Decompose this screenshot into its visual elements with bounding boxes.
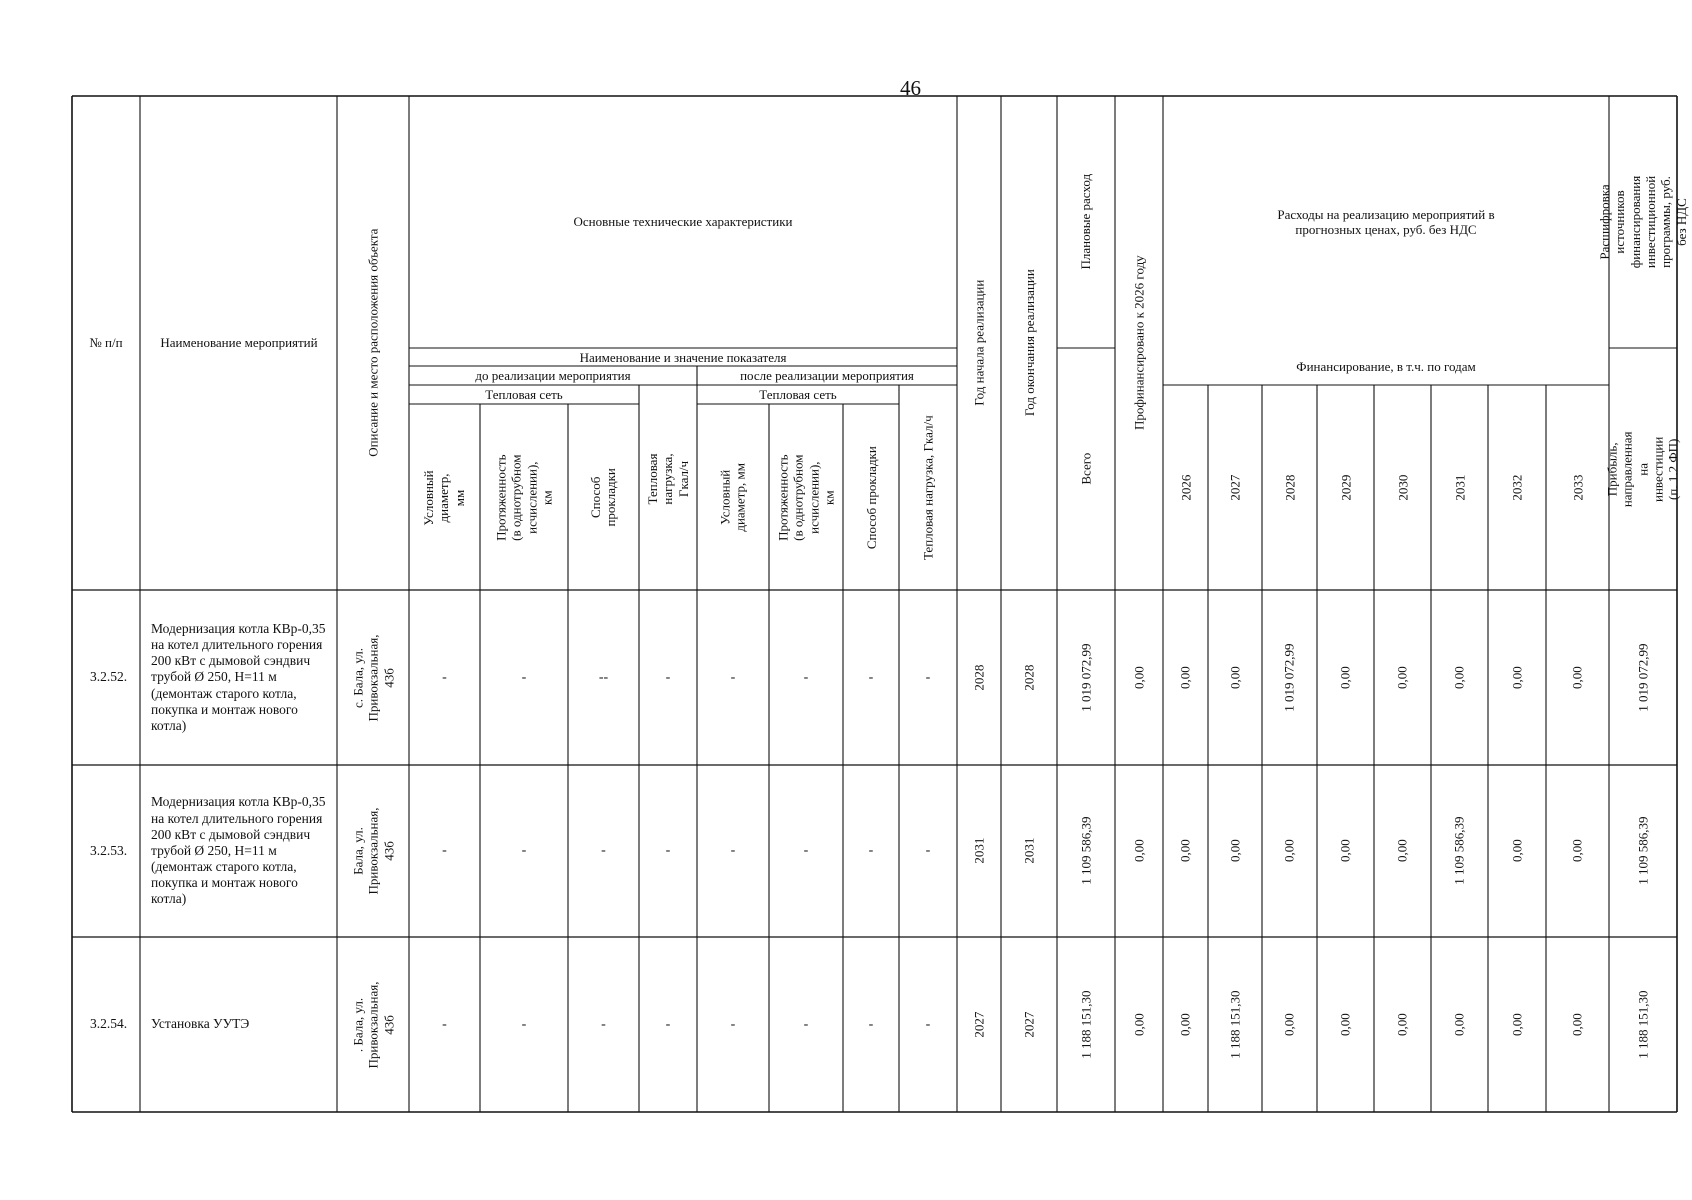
year-header-2029: 2029 [1337,474,1353,501]
profit-value: 1 109 586,39 [1635,816,1651,886]
tech-value: - [601,843,606,858]
prefinanced-value: 0,00 [1131,1013,1147,1036]
year-value-2032: 0,00 [1509,1013,1525,1036]
header-total: Всего [1078,453,1094,485]
tech-value: - [803,843,809,858]
tech-value: - [665,843,671,858]
header-load-after: Тепловая нагрузка, Гкал/ч [920,415,936,561]
year-start-value: 2027 [971,1011,987,1038]
tech-value: - [521,843,527,858]
tech-value: - [521,1016,527,1032]
header-before: до реализации мероприятия [475,368,631,384]
year-value-2027: 0,00 [1227,666,1243,689]
year-value-2026: 0,00 [1177,1013,1193,1036]
year-value-2026: 0,00 [1177,839,1193,863]
row-name: Модернизация котла КВр-0,35 на котел длительного горения 200 кВт с дымовой сэндвич трубой Ø 250, Н=11 м (демонтаж старого котла, покупка и монтаж нового котла) [151,620,326,733]
prefinanced-value: 0,00 [1131,839,1147,863]
year-value-2028: 1 019 072,99 [1281,643,1297,712]
year-value-2026: 0,00 [1177,666,1193,689]
tech-value: - [868,669,874,685]
header-financing: Финансирование, в т.ч. по годам [1296,359,1476,375]
tech-value: - [925,1016,931,1032]
year-value-2030: 0,00 [1394,839,1410,863]
row-number: 3.2.52. [90,669,128,685]
tech-value: - [665,669,671,685]
prefinanced-value: 0,00 [1131,666,1147,689]
header-tech: Основные технические характеристики [573,214,793,230]
year-header-2031: 2031 [1451,474,1467,501]
year-value-2027: 0,00 [1227,839,1243,863]
page-number: 46 [900,76,921,100]
tech-value: - [521,669,527,685]
header-network-before: Тепловая сеть [485,387,563,403]
tech-value: - [442,669,447,685]
total-value: 1 188 151,30 [1078,990,1094,1059]
tech-value: - [925,669,931,685]
year-value-2031: 0,00 [1451,1013,1467,1036]
tech-value: -- [598,669,609,685]
tech-value: - [665,1016,671,1032]
header-after: после реализации мероприятия [740,368,914,384]
header-diameter-after: Условный диаметр, мм [717,463,748,532]
tech-value: - [730,669,736,685]
year-end-value: 2028 [1021,664,1037,691]
header-profit: Прибыль, направленная на инвестиции (п. 1.2 ФП) [1604,431,1681,507]
profit-value: 1 188 151,30 [1635,990,1651,1059]
year-start-value: 2028 [971,664,987,691]
year-value-2029: 0,00 [1337,839,1353,863]
header-diameter-before: Условный диаметр, мм [421,469,467,526]
tech-value: - [868,1016,874,1032]
tech-value: - [803,669,809,685]
tech-value: - [730,843,736,858]
header-year-start: Год начала реализации [971,279,987,407]
year-value-2032: 0,00 [1509,666,1525,689]
tech-value: - [442,843,447,858]
year-value-2031: 1 109 586,39 [1451,816,1467,886]
header-indicator: Наименование и значение показателя [579,349,787,365]
year-header-2032: 2032 [1509,474,1525,501]
header-year-end: Год окончания реализации [1021,269,1037,417]
header-network-after: Тепловая сеть [759,387,837,403]
row-number: 3.2.53. [90,842,128,858]
tech-value: - [601,1016,606,1032]
year-value-2027: 1 188 151,30 [1227,990,1243,1059]
year-end-value: 2027 [1021,1011,1037,1038]
tech-value: - [803,1016,809,1032]
year-value-2030: 0,00 [1394,666,1410,689]
row-location: . Бала, ул. Привокзальная, 43б [350,981,396,1068]
row-location: с. Бала, ул. Привокзальная, 43б [350,634,396,721]
year-value-2028: 0,00 [1281,1013,1297,1036]
year-value-2033: 0,00 [1569,1013,1585,1036]
header-plan: Плановые расход [1078,174,1094,270]
header-expenses: Расходы на реализацию мероприятий в прогнозных ценах, руб. без НДС [1277,206,1495,237]
header-laying-before: Способ прокладки [588,468,619,527]
header-load-before: Тепловая нагрузка, Гкал/ч [645,453,691,505]
year-value-2030: 0,00 [1394,1013,1410,1036]
tech-value: - [730,1016,736,1032]
header-length-after: Протяженность (в однотрубном исчислении), км [775,454,837,541]
row-location: Бала, ул. Привокзальная, 43б [350,807,396,895]
year-value-2029: 0,00 [1337,666,1353,689]
year-header-2030: 2030 [1394,474,1410,501]
header-name: Наименование мероприятий [160,335,318,351]
year-header-2028: 2028 [1281,474,1297,501]
total-value: 1 109 586,39 [1078,816,1094,886]
row-name: Установка УУТЭ [151,1016,250,1032]
header-num: № п/п [89,335,123,351]
header-laying-after: Способ прокладки [863,445,879,549]
header-sources: Расшифровка источников финансирования инвестиционной программы, руб. без НДС [1597,175,1689,269]
profit-value: 1 019 072,99 [1635,643,1651,712]
year-value-2029: 0,00 [1337,1013,1353,1036]
year-value-2033: 0,00 [1569,666,1585,689]
year-start-value: 2031 [971,837,987,864]
row-number: 3.2.54. [90,1016,128,1032]
year-header-2026: 2026 [1177,474,1193,501]
year-value-2033: 0,00 [1569,839,1585,863]
year-header-2027: 2027 [1227,474,1243,501]
tech-value: - [925,843,931,858]
year-value-2028: 0,00 [1281,839,1297,863]
tech-value: - [868,843,874,858]
year-value-2032: 0,00 [1509,839,1525,863]
year-end-value: 2031 [1021,837,1037,864]
total-value: 1 019 072,99 [1078,643,1094,712]
tech-value: - [442,1016,447,1032]
header-location: Описание и место расположения объекта [365,228,381,458]
year-value-2031: 0,00 [1451,666,1467,689]
row-name: Модернизация котла КВр-0,35 на котел длительного горения 200 кВт с дымовой сэндвич трубой Ø 250, Н=11 м (демонтаж старого котла, покупка и монтаж нового котла) [151,794,326,907]
header-prefinanced: Профинансировано к 2026 году [1131,255,1147,431]
header-length-before: Протяженность (в однотрубном исчислении), км [493,454,555,541]
year-header-2033: 2033 [1569,474,1585,501]
